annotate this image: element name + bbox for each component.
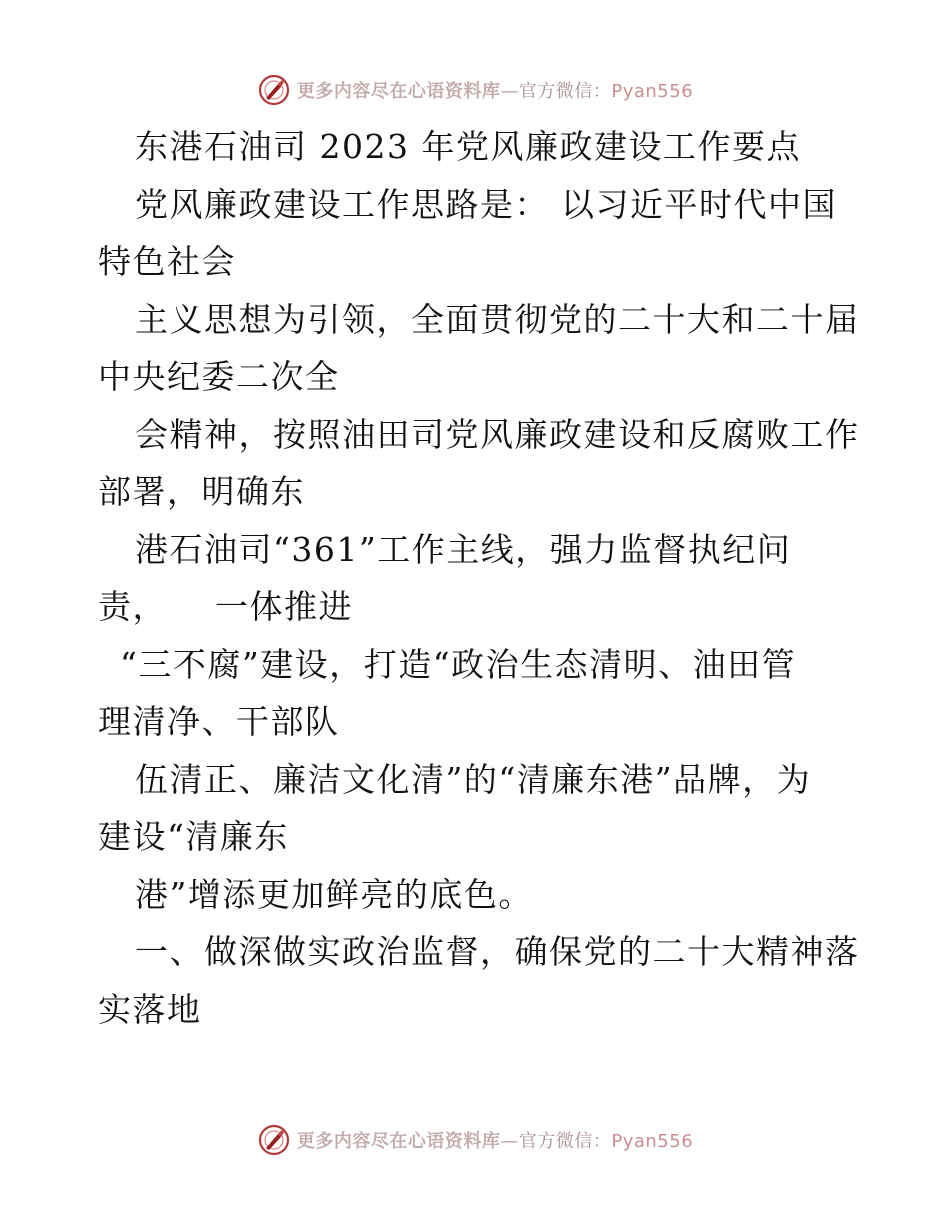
watermark-footer — [0, 1120, 950, 1160]
watermark-text: 更多内容尽在心语资料库—官方微信：Pyan556 — [296, 1131, 694, 1152]
paragraph-line: 特色社会 — [98, 242, 236, 281]
paragraph-line: 港石油司“361”工作主线，强力监督执纪问 — [135, 529, 792, 569]
paragraph-line: 党风廉政建设工作思路是： 以习近平时代中国 — [135, 184, 837, 224]
paragraph-line: 部署，明确东 — [98, 472, 305, 511]
paragraph-line: 主义思想为引领，全面贯彻党的二十大和二十届 — [135, 299, 860, 339]
paragraph-line: 港”增添更加鲜亮的底色。 — [135, 874, 533, 914]
paragraph-line: 中央纪委二次全 — [98, 357, 340, 396]
paragraph-line: 理清净、干部队 — [98, 702, 340, 741]
pen-nib-seal-icon — [257, 1123, 291, 1157]
watermark-header — [0, 70, 950, 110]
paragraph-line: 伍清正、廉洁文化清”的“清廉东港”品牌，为 — [135, 759, 812, 799]
section-heading: 一、做深做实政治监督，确保党的二十大精神落 — [135, 932, 860, 971]
paragraph-line: 建设“清廉东 — [98, 817, 289, 856]
paragraph-line: 责， 一体推进 — [98, 587, 353, 626]
document-body — [98, 118, 868, 1038]
pen-nib-seal-icon — [257, 73, 291, 107]
watermark-text: 更多内容尽在心语资料库—官方微信：Pyan556 — [296, 81, 694, 102]
paragraph-line: “三不腐”建设，打造“政治生态清明、油田管 — [120, 644, 797, 684]
paragraph-line: 会精神，按照油田司党风廉政建设和反腐败工作 — [135, 414, 860, 454]
document-title: 东港石油司 2023 年党风廉政建设工作要点 — [135, 127, 801, 166]
section-heading-continuation: 实落地 — [98, 989, 202, 1029]
